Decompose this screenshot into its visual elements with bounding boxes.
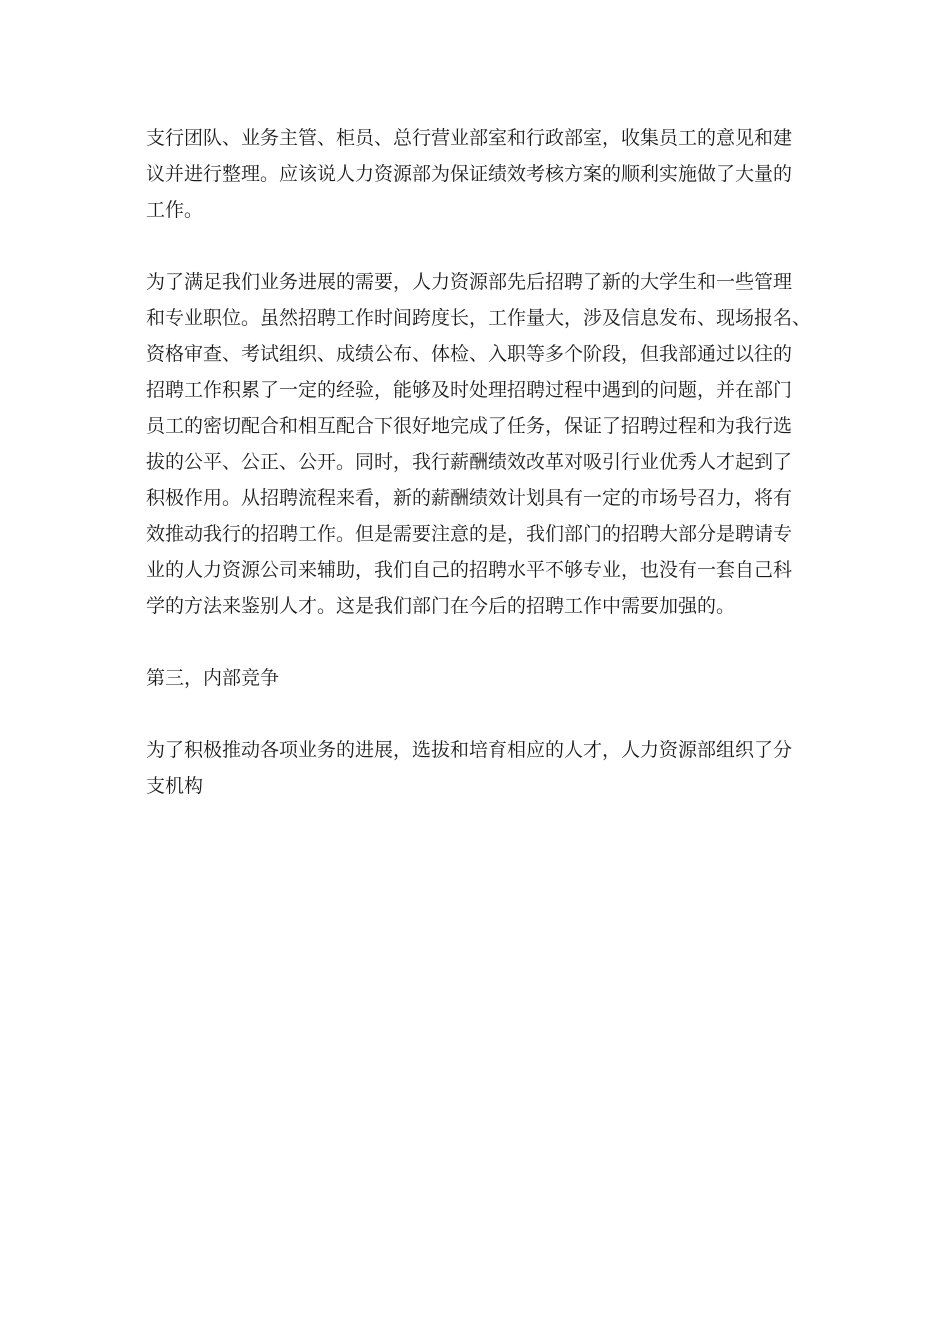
- document-body: [146, 120, 816, 840]
- heading-text: 第三，内部竞争: [146, 667, 280, 689]
- section-heading: [146, 660, 816, 696]
- text-line: 工作。: [146, 199, 204, 221]
- text-line: 业的人力资源公司来辅助，我们自己的招聘水平不够专业，也没有一套自己科: [146, 559, 793, 581]
- text-line: 效推动我行的招聘工作。但是需要注意的是，我们部门的招聘大部分是聘请专: [146, 523, 793, 545]
- text-line: 支机构: [146, 775, 204, 797]
- text-line: 积极作用。从招聘流程来看，新的薪酬绩效计划具有一定的市场号召力，将有: [146, 487, 793, 509]
- text-line: 为了满足我们业务进展的需要，人力资源部先后招聘了新的大学生和一些管理: [146, 271, 793, 293]
- text-line: 学的方法来鉴别人才。这是我们部门在今后的招聘工作中需要加强的。: [146, 595, 736, 617]
- text-line: 为了积极推动各项业务的进展，选拔和培育相应的人才，人力资源部组织了分: [146, 739, 793, 761]
- paragraph-2: [146, 264, 816, 624]
- paragraph-1: [146, 120, 816, 228]
- text-line: 员工的密切配合和相互配合下很好地完成了任务，保证了招聘过程和为我行选: [146, 415, 793, 437]
- text-line: 和专业职位。虽然招聘工作时间跨度长，工作量大，涉及信息发布、现场报名、: [146, 307, 812, 329]
- text-line: 拔的公平、公正、公开。同时，我行薪酬绩效改革对吸引行业优秀人才起到了: [146, 451, 793, 473]
- text-line: 议并进行整理。应该说人力资源部为保证绩效考核方案的顺利实施做了大量的: [146, 163, 793, 185]
- text-line: 支行团队、业务主管、柜员、总行营业部室和行政部室，收集员工的意见和建: [146, 127, 793, 149]
- text-line: 招聘工作积累了一定的经验，能够及时处理招聘过程中遇到的问题，并在部门: [146, 379, 793, 401]
- text-line: 资格审查、考试组织、成绩公布、体检、入职等多个阶段，但我部通过以往的: [146, 343, 793, 365]
- paragraph-3: [146, 732, 816, 804]
